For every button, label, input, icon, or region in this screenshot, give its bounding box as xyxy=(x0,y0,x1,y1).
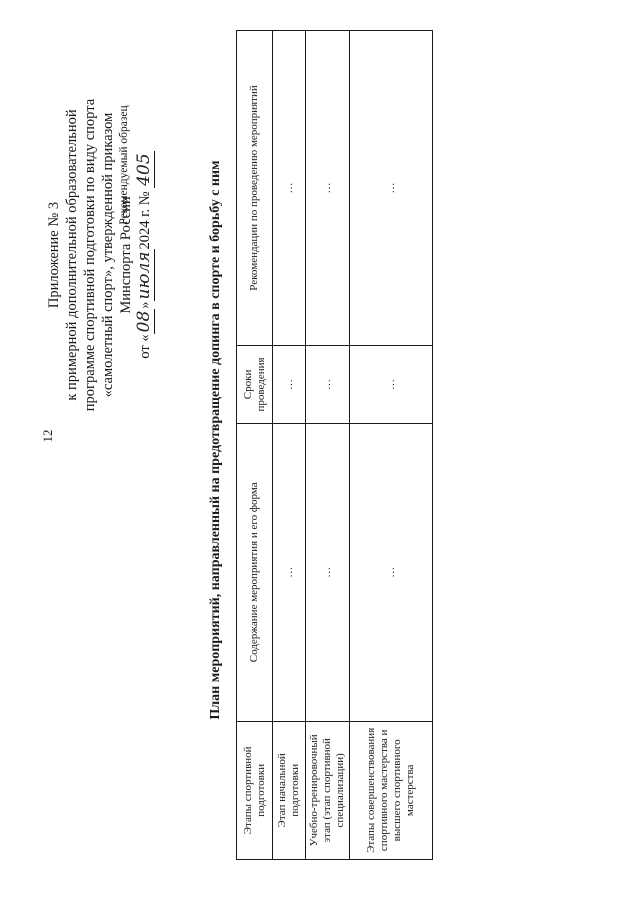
appendix-title: Приложение № 3 xyxy=(46,201,62,309)
date-day-handwritten: 08 xyxy=(134,310,154,333)
date-year: 2024 г. № xyxy=(137,191,153,250)
cell-content: … xyxy=(350,423,433,721)
header-stage: Этапы спортивной подготовки xyxy=(237,721,273,859)
cell-terms: … xyxy=(306,345,350,423)
header-recommendations: Рекомендации по проведению мероприятий xyxy=(237,31,273,346)
table-row xyxy=(350,31,433,860)
cell-recommendations: … xyxy=(350,31,433,346)
date-prefix: от « xyxy=(137,334,153,359)
cell-terms: … xyxy=(273,345,306,423)
table-row xyxy=(306,31,350,860)
appendix-line-3: «самолетный спорт», утвержденной приказом xyxy=(100,112,116,398)
date-month-handwritten: июля xyxy=(134,251,154,300)
plan-table xyxy=(236,30,433,860)
appendix-line-2: программе спортивной подготовки по виду спорта xyxy=(82,98,98,412)
header-content: Содержание мероприятия и его форма xyxy=(237,423,273,721)
page-number: 12 xyxy=(40,429,55,443)
cell-stage: Этапы совершенствования спортивного мастерства и высшего спортивного мастерства xyxy=(350,721,433,859)
appendix-header xyxy=(45,35,154,475)
header-terms: Сроки проведения xyxy=(237,345,273,423)
order-number-handwritten: 405 xyxy=(134,153,154,186)
date-mid: » xyxy=(137,301,153,309)
plan-title: План мероприятий, направленный на предотвращение допинга в спорте и борьбу с ним xyxy=(208,160,223,720)
cell-recommendations: … xyxy=(273,31,306,346)
appendix-line-4: Минспорта России xyxy=(118,196,134,314)
cell-content: … xyxy=(306,423,350,721)
cell-content: … xyxy=(273,423,306,721)
cell-stage: Этап начальной подготовки xyxy=(273,721,306,859)
cell-terms: … xyxy=(350,345,433,423)
table-row xyxy=(273,31,306,860)
table-header-row xyxy=(237,31,273,860)
order-date-line xyxy=(135,35,154,475)
appendix-line-1: к примерной дополнительной образовательной xyxy=(64,109,80,401)
recommended-sample-label: Рекомендуемый образец xyxy=(118,105,130,225)
cell-stage: Учебно-тренировочный этап (этап спортивной специализации) xyxy=(306,721,350,859)
cell-recommendations: … xyxy=(306,31,350,346)
